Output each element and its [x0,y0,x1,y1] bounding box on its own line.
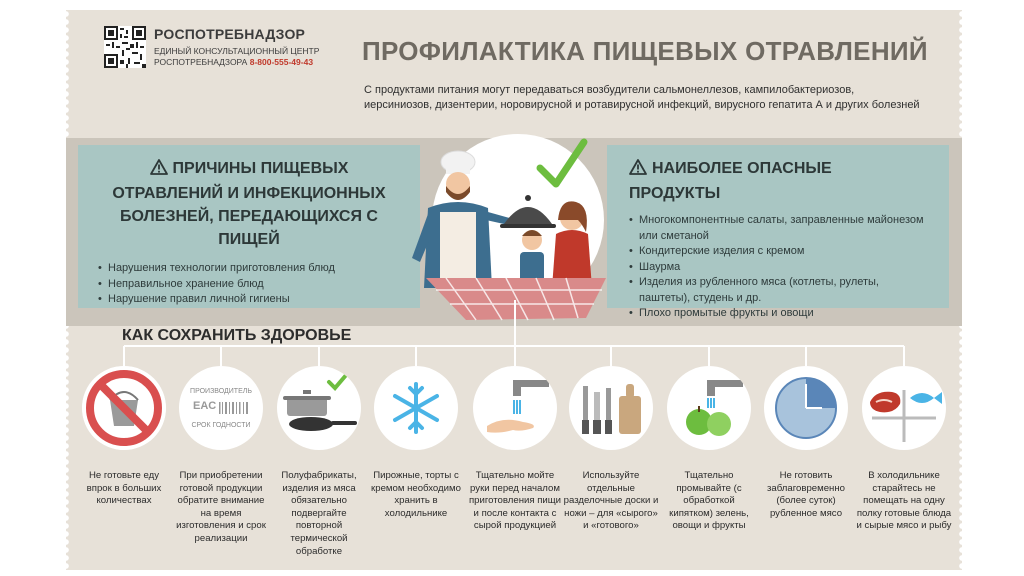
warning-icon [150,159,168,182]
tip-separate-boards [563,366,659,533]
warning-icon [629,159,647,182]
organization-subtitle [154,46,319,68]
poster [66,10,962,570]
tip-text: Пирожные, торты с кремом необходимо хранить в холодильнике [371,470,461,519]
organization-block [154,26,319,68]
tip-text: Полуфабрикаты, изделия из мяса обязательно подвергайте повторной термической обработке [281,470,357,557]
page-title: ПРОФИЛАКТИКА ПИЩЕВЫХ ОТРАВЛЕНИЙ [362,36,928,66]
organization-subtitle-line-1: ЕДИНЫЙ КОНСУЛЬТАЦИОННЫЙ ЦЕНТР [154,46,320,56]
causes-box [78,145,420,308]
tip-text: При приобретении готовой продукции обратите внимание на время изготовления и срок реализации [176,470,266,544]
tip-check-labels [173,366,269,546]
hotline-phone: 8-800-555-49-43 [249,57,314,67]
tip-separate-shelves [856,366,952,533]
list-item: • Многокомпонентные салаты, заправленные майонезом или сметаной [629,213,927,244]
dangerous-products-box [607,145,949,319]
list-item: • Кондитерские изделия с кремом [629,244,927,260]
causes-title-text: ПРИЧИНЫ ПИЩЕВЫХ ОТРАВЛЕНИЙ И ИНФЕКЦИОННЫХ БОЛЕЗНЕЙ, ПЕРЕДАЮЩИХСЯ С ПИЩЕЙ [112,160,386,248]
organization-subtitle-line-2 [154,57,319,68]
dangerous-title [629,157,927,205]
tip-text: Тщательно промывайте (с обработкой кипятком) зелень, овощи и фрукты [669,470,749,532]
list-item: • Неправильное хранение блюд [98,277,400,293]
family-illustration [406,128,626,328]
dangerous-list [629,213,927,322]
label-manufacturer: ПРОИЗВОДИТЕЛЬ [190,388,252,395]
qr-code-icon [104,26,146,68]
list-item: • Шаурма [629,260,927,276]
list-item: • Плохо промытые фрукты и овощи [629,306,927,322]
no-bucket-icon [82,366,166,450]
label-expiry: СРОК ГОДНОСТИ [191,422,251,429]
tip-refrigerate [368,366,464,520]
tip-wash-produce [661,366,757,533]
apples-icon [667,366,751,450]
organization-subtitle-text: РОСПОТРЕБНАДЗОРА [154,57,248,67]
tip-text: Тщательно мойте руки перед началом приготовления пищи и после контакта с сырой продукцией [468,470,562,532]
tip-text: Используйте отдельные разделочные доски и ножи – для «сырого» и «готового» [563,470,659,532]
knives-board-icon [569,366,653,450]
snowflake-icon [374,366,458,450]
hand-wash-icon [473,366,557,450]
causes-title [98,157,400,251]
dangerous-title-text: НАИБОЛЕЕ ОПАСНЫЕ ПРОДУКТЫ [629,160,832,202]
barcode-icon [219,402,249,414]
tip-text: В холодильнике старайтесь не помещать на одну полку готовые блюда и сырые мясо и рыбу [856,470,952,532]
list-item: • Нарушение правил личной гигиены [98,292,400,308]
label-eac: EAC [193,400,217,412]
meat-fish-icon [862,366,946,450]
tip-reheat [271,366,367,558]
list-item: • Нарушения технологии приготовления блюд [98,261,400,277]
label-icon [179,366,263,450]
tip-no-cooking-ahead [76,366,172,508]
tip-text: Не готовьте еду впрок в больших количествах [86,470,162,507]
intro-text: С продуктами питания могут передаваться возбудители сальмонеллезов, кампилобактериозов, иерсиниозов, дизентерии, норовирусной и ротавирусной инфекций, вирусного гепатита А и других болезней [364,84,920,111]
clock-icon [764,366,848,450]
tip-wash-hands [467,366,563,533]
how-to-title: КАК СОХРАНИТЬ ЗДОРОВЬЕ [122,327,352,344]
tip-text: Не готовить заблаговременно (более суток) рубленное мясо [767,470,845,519]
organization-name: РОСПОТРЕБНАДЗОР [154,26,306,42]
list-item: • Изделия из рубленного мяса (котлеты, рулеты, паштеты), студень и др. [629,275,927,306]
pot-pan-icon [277,366,361,450]
tip-no-preparing-minced-meat [758,366,854,520]
causes-list [98,261,400,308]
